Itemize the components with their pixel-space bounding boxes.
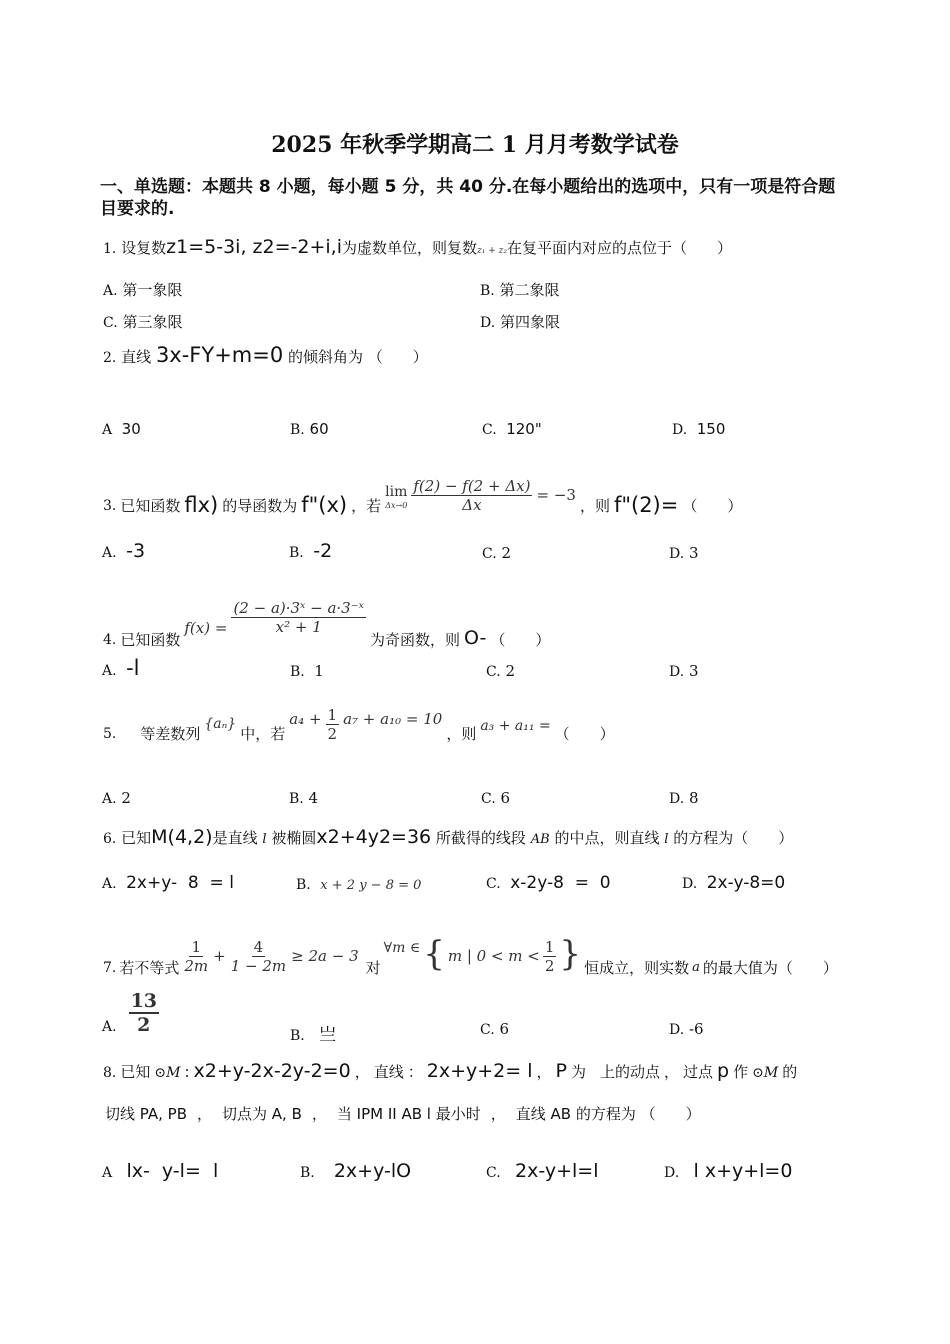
formula: = −3 [536, 486, 576, 504]
option-label: D. [682, 876, 698, 892]
option-label: A. [102, 876, 117, 892]
question-text: ： [407, 1063, 423, 1081]
option-text: 8 [688, 789, 699, 807]
option-label: A. [103, 283, 118, 299]
formula: AB [530, 832, 550, 847]
option-text: 2 [121, 789, 131, 807]
formula: {aₙ} [204, 715, 237, 732]
question-text: 的导函数为 [222, 497, 298, 515]
option-d[interactable] [669, 789, 699, 807]
fraction [182, 938, 210, 975]
question-text: （ ） [682, 497, 743, 515]
formula: O- [464, 626, 487, 649]
question-text: 切线 PA, PB [105, 1105, 187, 1123]
fraction [231, 599, 366, 636]
question-text: 在复平面内对应的点位于（ ） [506, 239, 732, 257]
question-text: 设复数 [121, 239, 167, 257]
option-d[interactable] [669, 1020, 704, 1038]
question-number: 7. [103, 959, 117, 976]
question-text: （ ） [554, 725, 615, 743]
exam-title: 2025 年秋季学期高二 1 月月考数学试卷 [271, 132, 679, 158]
option-a[interactable] [103, 279, 182, 300]
option-label: A [102, 422, 113, 438]
option-b[interactable] [300, 1160, 411, 1182]
question-text: 直线 [373, 1063, 404, 1081]
question-text: 切点为 A, B [222, 1105, 302, 1123]
option-text: 第四象限 [499, 313, 560, 331]
formula: 2x+y+2= l [426, 1060, 533, 1082]
question-text: ， [311, 1105, 327, 1123]
option-label: B. [289, 545, 304, 561]
option-text: 亗 [319, 1025, 337, 1045]
option-text: 4 [308, 789, 319, 807]
formula: 3x-FY+m=0 [155, 343, 284, 367]
option-d[interactable] [682, 873, 785, 893]
formula: p [717, 1060, 730, 1082]
denominator: 2 [544, 956, 555, 975]
option-label: C. [480, 1022, 495, 1038]
option-text: 第三象限 [122, 313, 183, 331]
numerator: 13 [130, 990, 158, 1012]
option-text: lx- y-l= l [126, 1160, 219, 1182]
question-text: 的中点，则直线 [554, 829, 660, 847]
option-d[interactable] [669, 662, 699, 680]
option-label: C. [103, 315, 118, 331]
formula-small: z₁ + z₂ [477, 246, 507, 256]
option-c[interactable] [482, 420, 542, 438]
option-label: C. [486, 1165, 501, 1181]
option-text: -6 [688, 1020, 704, 1038]
formula: lim [385, 483, 408, 500]
fraction [229, 938, 288, 975]
option-text: x + 2 y − 8 = 0 [320, 878, 422, 893]
option-c[interactable] [103, 311, 182, 332]
option-text: 120" [506, 420, 542, 438]
question-number: 1. [103, 241, 117, 257]
option-text: x-2y-8 = 0 [510, 873, 611, 893]
formula: x2+y-2x-2y-2=0 [193, 1060, 351, 1082]
question-text: ， [664, 1063, 680, 1081]
option-c[interactable] [486, 873, 611, 893]
option-text: 2x+y- 8 = l [126, 873, 234, 893]
question-text: 过点 [683, 1063, 714, 1081]
option-a[interactable] [102, 656, 140, 680]
formula: Δx→0 [385, 500, 408, 510]
option-text: 60 [309, 420, 329, 438]
question-number: 2. [103, 350, 117, 366]
question-text: 的倾斜角为 （ ） [288, 348, 428, 366]
option-text: 2 [501, 544, 511, 562]
fraction [411, 477, 532, 514]
formula: l [262, 832, 267, 847]
formula: m | 0 < m < [447, 947, 540, 965]
option-label: B. [290, 1028, 305, 1044]
question-number: 4. [103, 631, 117, 648]
option-c[interactable] [480, 1020, 509, 1038]
denominator: 2m [184, 956, 209, 975]
option-label: D. [672, 422, 688, 438]
formula: f"(2)= [613, 493, 679, 518]
option-a[interactable] [102, 789, 131, 807]
option-d[interactable] [672, 420, 725, 438]
question-text: ， [197, 1105, 213, 1123]
option-text: -2 [313, 540, 333, 562]
question-text: 直线 [121, 348, 152, 366]
option-text: 1 [314, 662, 324, 680]
formula: + [213, 947, 226, 965]
question-text: 等差数列 [140, 725, 201, 743]
option-a[interactable] [102, 873, 234, 893]
option-label: B. [290, 422, 305, 438]
option-d[interactable] [480, 311, 560, 332]
option-label: A. [102, 1019, 117, 1035]
option-b[interactable] [290, 420, 329, 438]
fraction [543, 938, 557, 975]
numerator: (2 − a)·3ˣ − a·3⁻ˣ [233, 598, 364, 617]
question-text: : [184, 1063, 190, 1081]
question-text: 已知函数 [120, 631, 181, 649]
question-text: 的方程为（ ） [673, 829, 794, 847]
question-text: 已知 [121, 829, 152, 847]
question-text: 当 IPM II AB l 最小时 [336, 1105, 481, 1123]
formula: z1=5-3i, z2=-2+i,i [166, 236, 342, 258]
option-c[interactable] [486, 662, 515, 680]
numerator: 1 [191, 937, 202, 956]
question-8 [103, 1060, 797, 1083]
option-label: A. [102, 791, 117, 807]
option-d[interactable] [669, 544, 699, 562]
option-d[interactable] [664, 1160, 792, 1182]
formula: M(4,2) [151, 826, 213, 848]
option-c[interactable] [481, 789, 510, 807]
option-label: D. [669, 791, 685, 807]
question-number: 8. [103, 1065, 117, 1081]
numerator: f(2) − f(2 + Δx) [413, 476, 531, 495]
question-text: 为虚数单位，则复数 [341, 239, 477, 257]
formula: flx) [184, 493, 219, 518]
question-7 [103, 928, 838, 984]
fraction [326, 706, 340, 743]
option-label: C. [486, 664, 501, 680]
formula: a₄ + [289, 710, 322, 728]
option-label: C. [482, 546, 497, 562]
option-text: 150 [696, 420, 726, 438]
option-b[interactable] [290, 662, 324, 680]
option-label: D. [664, 1165, 680, 1181]
option-text: 6 [500, 789, 510, 807]
option-text: 第二象限 [499, 281, 560, 299]
question-text: 恒成立，则实数 [584, 959, 690, 977]
question-text: ， [536, 1063, 552, 1081]
option-b[interactable] [296, 875, 421, 893]
option-text: 2x-y-8=0 [706, 873, 786, 893]
question-text: 的最大值为（ ） [702, 959, 838, 977]
option-label: C. [486, 876, 501, 892]
option-b[interactable] [290, 1020, 336, 1045]
option-label: A. [102, 545, 117, 561]
option-c[interactable] [486, 1160, 598, 1182]
option-text: 2 [505, 662, 515, 680]
denominator: 1 − 2m [230, 956, 287, 975]
option-label: A [102, 1165, 113, 1181]
question-text: ，则 [446, 725, 477, 743]
question-text: ， [490, 1105, 506, 1123]
option-text: 第一象限 [122, 281, 183, 299]
formula: a [692, 960, 700, 976]
option-label: B. [290, 664, 305, 680]
question-1 [103, 236, 732, 259]
question-text: 上的动点 [599, 1063, 660, 1081]
formula: f(x) = [184, 619, 228, 637]
formula: ≥ 2a − 3 [291, 947, 359, 965]
brace-left: { [423, 933, 445, 974]
question-text: 中，若 [240, 725, 286, 743]
option-a[interactable] [102, 1160, 218, 1182]
numerator: 4 [253, 937, 264, 956]
question-text: ，若 [351, 497, 382, 515]
question-text: 已知函数 [120, 497, 181, 515]
question-8-line-2 [105, 1105, 701, 1123]
question-4 [103, 582, 550, 652]
numerator: 1 [544, 937, 555, 956]
option-a[interactable] [102, 540, 145, 562]
option-text: 6 [499, 1020, 509, 1038]
question-number: 6. [103, 831, 117, 847]
formula: ⊙M [154, 1065, 181, 1081]
formula: a₃ + a₁₁ = [480, 717, 551, 734]
formula: ∀m ∈ [383, 939, 421, 956]
option-label: B. [296, 877, 311, 893]
option-label: B. [480, 283, 495, 299]
question-text: 的 [782, 1063, 798, 1081]
fraction [129, 990, 159, 1036]
denominator: 2 [327, 724, 338, 743]
formula: l [664, 832, 669, 847]
option-b[interactable] [289, 540, 332, 562]
denominator: Δx [462, 495, 482, 514]
limit-expression [385, 484, 407, 510]
formula: a₇ + a₁₀ = 10 [343, 710, 443, 728]
question-text: 为 [570, 1063, 586, 1081]
question-2 [103, 343, 428, 368]
option-label: D. [669, 1022, 685, 1038]
question-text: 为奇函数，则 [369, 631, 460, 649]
option-a[interactable] [102, 420, 141, 438]
option-text: 3 [688, 662, 699, 680]
option-label: D. [669, 664, 685, 680]
denominator: x² + 1 [275, 617, 322, 636]
option-label: B. [300, 1165, 315, 1181]
question-text: ， [354, 1063, 370, 1081]
option-text: 3 [688, 544, 699, 562]
question-6 [103, 826, 793, 849]
option-label: D. [480, 315, 496, 331]
option-label: C. [481, 791, 496, 807]
option-text: 30 [121, 420, 141, 438]
option-label: C. [482, 422, 497, 438]
option-text: -3 [126, 540, 146, 562]
question-text: 所截得的线段 [435, 829, 526, 847]
formula: P [555, 1060, 567, 1082]
question-number: 3. [103, 497, 117, 514]
option-b[interactable] [289, 789, 318, 807]
option-label: B. [289, 791, 304, 807]
question-text: 作 [733, 1063, 749, 1081]
question-text: 若不等式 [119, 959, 180, 977]
option-b[interactable] [480, 279, 560, 300]
question-text: 是直线 [212, 829, 258, 847]
question-number: 5. [103, 725, 117, 742]
option-label: A. [102, 663, 117, 679]
formula: f"(x) [301, 493, 348, 518]
question-text: 被椭圆 [271, 829, 317, 847]
option-text: 2x+y-lO [333, 1160, 412, 1182]
option-text: l x+y+l=0 [693, 1160, 793, 1182]
section-header: 一、单选题：本题共 8 小题，每小题 5 分，共 40 分.在每小题给出的选项中，只有一项是符合题目要求的. [100, 177, 836, 219]
option-text: 2x-y+l=l [514, 1160, 599, 1182]
question-text: ，则 [579, 497, 610, 515]
question-5 [103, 694, 615, 754]
question-text: 直线 AB 的方程为 （ ） [515, 1105, 701, 1123]
option-a[interactable] [102, 990, 159, 1036]
brace-right: } [559, 933, 582, 974]
numerator: 1 [327, 705, 338, 724]
question-text: 对 [365, 959, 381, 977]
option-label: D. [669, 546, 685, 562]
formula: ⊙M [752, 1065, 779, 1081]
question-text: （ ） [490, 631, 551, 649]
formula: x2+4y2=36 [316, 826, 432, 848]
question-text: 已知 [120, 1063, 151, 1081]
denominator: 2 [137, 1014, 151, 1036]
option-text: -l [126, 656, 140, 680]
option-c[interactable] [482, 544, 511, 562]
